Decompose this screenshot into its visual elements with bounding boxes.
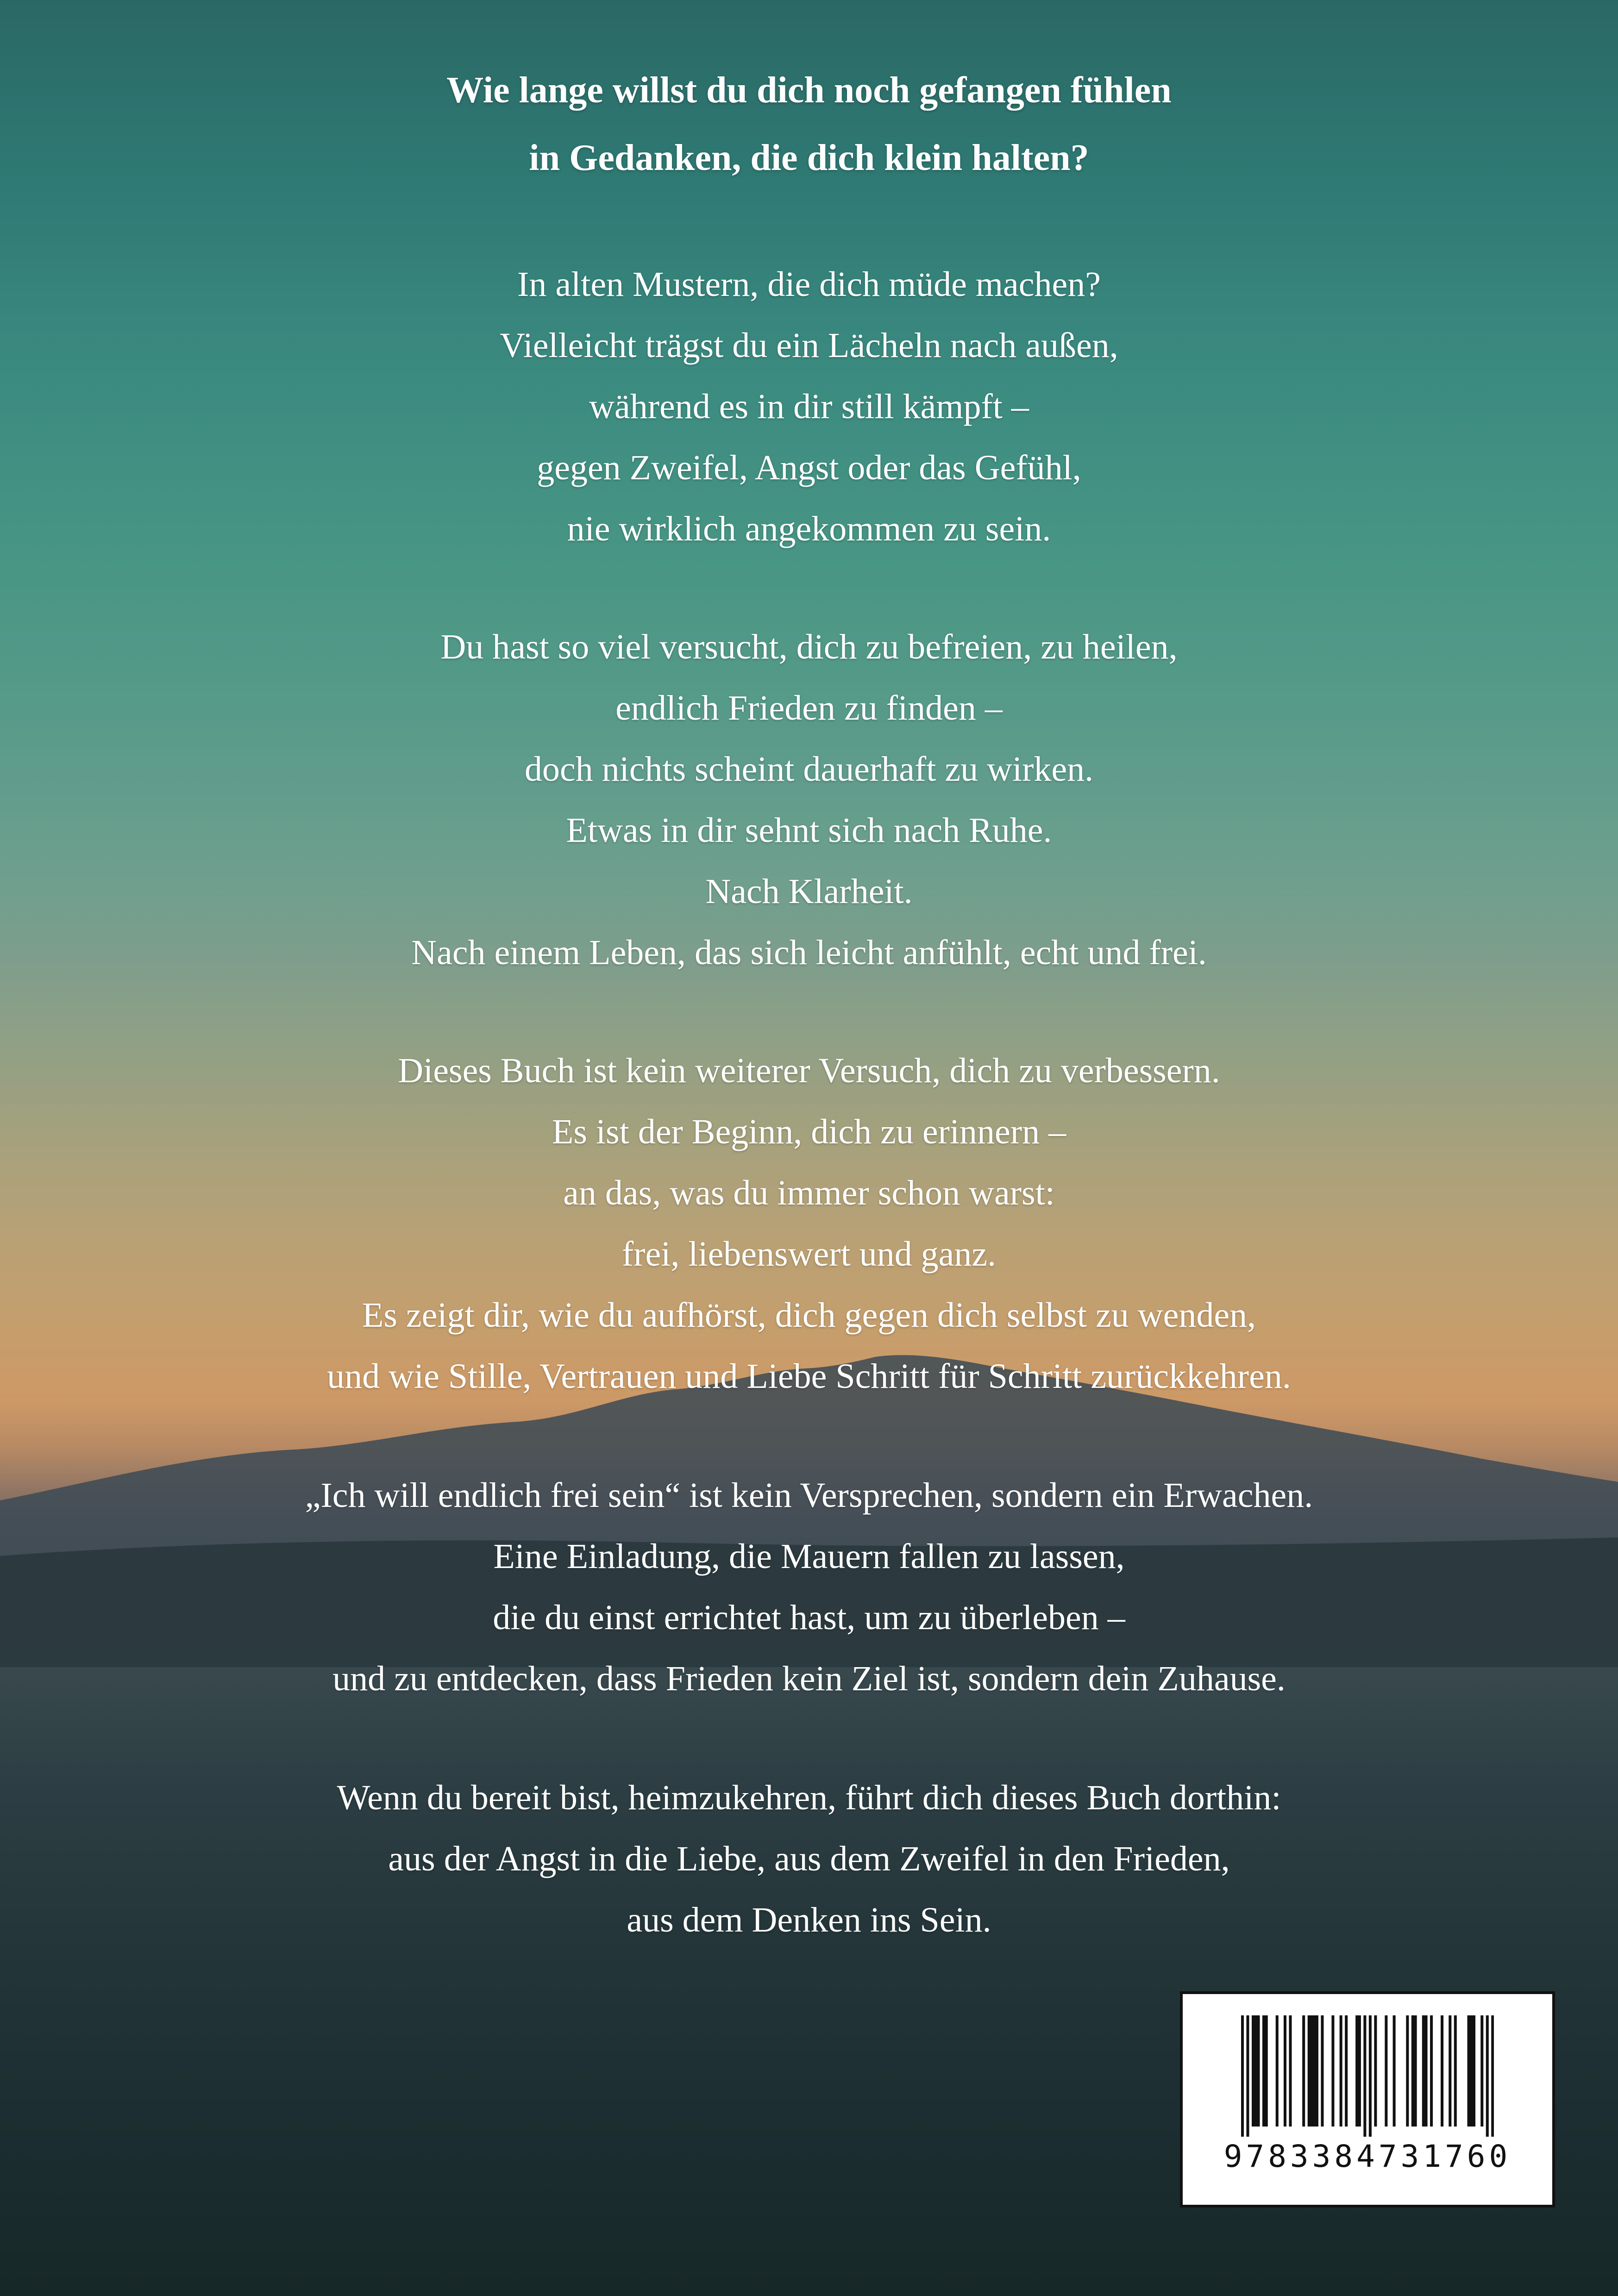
barcode-bar [1252,2015,1254,2127]
isbn-number: 9783384731760 [1223,2139,1511,2174]
barcode-bar [1302,2015,1305,2127]
barcode-bar [1310,2015,1313,2127]
stanza-line: während es in dir still kämpft – [589,387,1029,426]
headline-line: Wie lange willst du dich noch gefangen fühlen [446,70,1172,111]
barcode-bar [1313,2015,1316,2127]
barcode-bar [1385,2015,1387,2127]
barcode-guard-bar [1486,2015,1489,2137]
stanza-line: In alten Mustern, die dich müde machen? [517,265,1101,304]
barcode-bar [1374,2015,1377,2127]
barcode-bar [1449,2015,1451,2127]
stanza-line: Nach einem Leben, das sich leicht anfühlt, echt und frei. [411,933,1207,972]
barcode-bar [1430,2015,1433,2127]
stanza-line: gegen Zweifel, Angst oder das Gefühl, [537,448,1081,487]
headline [0,56,1618,192]
barcode-bar [1289,2015,1292,2127]
stanza-line: aus dem Denken ins Sein. [627,1901,991,1939]
stanza-line: Nach Klarheit. [705,872,913,911]
barcode-bar [1257,2015,1260,2127]
isbn-barcode [1180,1991,1555,2208]
barcode-bar [1454,2015,1457,2127]
stanza-line: Etwas in dir sehnt sich nach Ruhe. [566,811,1052,850]
barcode-guard-bar [1363,2015,1366,2137]
barcode-bar [1316,2015,1318,2127]
barcode-bar [1422,2015,1425,2127]
stanza-line: Vielleicht trägst du ein Lächeln nach außen, [500,326,1118,365]
barcode-bar [1355,2015,1358,2127]
barcode-guard-bar [1491,2015,1494,2137]
barcode-bar [1331,2015,1334,2127]
stanza-line: frei, liebenswert und ganz. [621,1235,997,1273]
barcode-bar [1470,2015,1473,2127]
stanza-line: Du hast so viel versucht, dich zu befreien, zu heilen, [440,627,1178,666]
barcode-guard-bar [1241,2015,1244,2137]
barcode-bar [1308,2015,1311,2127]
barcode-bar [1467,2015,1470,2127]
barcode-bar [1345,2015,1348,2127]
stanza-line: Es zeigt dir, wie du aufhörst, dich gegen dich selbst zu wenden, [362,1296,1256,1335]
barcode-bar [1254,2015,1257,2127]
stanza-line: „Ich will endlich frei sein“ ist kein Versprechen, sondern ein Erwachen. [305,1476,1313,1515]
barcode-bar [1406,2015,1409,2127]
barcode-guard-bar [1246,2015,1249,2137]
stanza-line: Es ist der Beginn, dich zu erinnern – [552,1112,1066,1151]
stanza-2 [0,616,1618,983]
barcode-bar [1411,2015,1414,2127]
barcode-bar [1393,2015,1396,2127]
stanza-3 [0,1040,1618,1407]
stanza-line: doch nichts scheint dauerhaft zu wirken. [524,750,1094,789]
barcode-bar [1284,2015,1286,2127]
barcode-bar [1276,2015,1279,2127]
stanza-1 [0,254,1618,559]
stanza-line: Dieses Buch ist kein weiterer Versuch, dich zu verbessern. [398,1051,1220,1090]
stanza-line: Wenn du bereit bist, heimzukehren, führt dich dieses Buch dorthin: [337,1778,1281,1817]
stanza-line: die du einst errichtet hast, um zu überleben – [493,1598,1125,1637]
barcode-bar [1262,2015,1265,2127]
barcode-bars [1241,2015,1494,2137]
barcode-bar [1414,2015,1417,2127]
stanza-4 [0,1465,1618,1709]
barcode-bar [1480,2015,1483,2127]
stanza-line: Eine Einladung, die Mauern fallen zu lassen, [493,1537,1125,1576]
stanza-line: nie wirklich angekommen zu sein. [567,509,1051,548]
stanza-line: endlich Frieden zu finden – [615,689,1003,728]
barcode-bar [1321,2015,1323,2127]
barcode-bar [1473,2015,1475,2127]
barcode-guard-bar [1369,2015,1372,2137]
barcode-bar [1340,2015,1342,2127]
barcode-bar [1265,2015,1268,2127]
stanza-line: an das, was du immer schon warst: [563,1173,1055,1212]
barcode-bar [1358,2015,1361,2127]
stanza-line: und zu entdecken, dass Frieden kein Ziel ist, sondern dein Zuhause. [332,1659,1286,1698]
stanza-line: aus der Angst in die Liebe, aus dem Zweifel in den Frieden, [388,1839,1230,1878]
barcode-bar [1441,2015,1443,2127]
stanza-line: und wie Stille, Vertrauen und Liebe Schritt für Schritt zurückkehren. [327,1357,1291,1396]
barcode-bar [1425,2015,1428,2127]
stanza-5 [0,1767,1618,1951]
headline-line: in Gedanken, die dich klein halten? [529,138,1089,178]
